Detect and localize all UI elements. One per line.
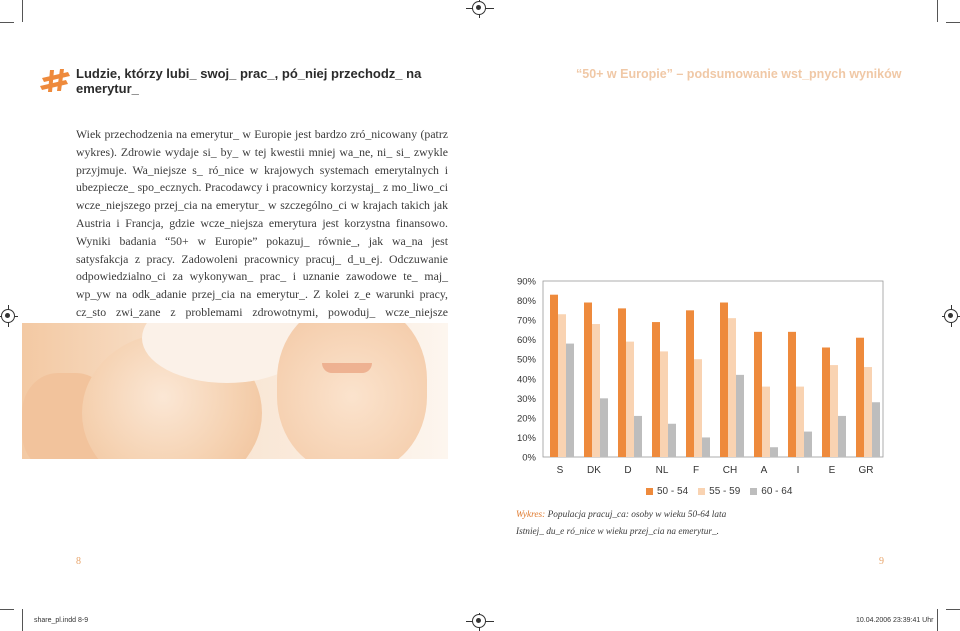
crop-mark	[0, 22, 14, 23]
y-tick-label: 60%	[516, 335, 536, 347]
bar-NL-1	[652, 322, 660, 457]
star-icon	[38, 68, 72, 94]
bar-CH-2	[728, 318, 736, 457]
y-tick-label: 70%	[516, 315, 536, 327]
crop-mark	[22, 0, 23, 22]
registration-mark-icon	[1, 309, 15, 323]
x-tick-label: CH	[722, 465, 738, 476]
y-tick-label: 0%	[522, 452, 536, 464]
photo-elderly-people	[22, 323, 448, 459]
bar-F-2	[694, 359, 702, 457]
legend-swatch	[698, 488, 705, 495]
caption-line-2: Istniej_ du_e ró_nice w wieku przej_cia na emerytur_.	[516, 527, 719, 537]
crop-mark	[946, 22, 960, 23]
legend-item	[698, 486, 740, 497]
bar-I-1	[788, 332, 796, 457]
x-tick-label: DK	[587, 465, 601, 476]
y-tick-label: 50%	[516, 354, 536, 366]
chart-legend	[646, 484, 792, 498]
bar-DK-1	[584, 303, 592, 457]
slug-filename: share_pl.indd 8-9	[34, 617, 89, 624]
bar-A-3	[770, 447, 778, 457]
bar-I-2	[796, 387, 804, 457]
bar-GR-2	[864, 367, 872, 457]
bar-NL-3	[668, 424, 676, 457]
y-tick-label: 40%	[516, 374, 536, 386]
x-tick-label: I	[796, 465, 800, 476]
bar-A-2	[762, 387, 770, 457]
retirement-bar-chart	[514, 270, 889, 480]
x-tick-label: S	[556, 465, 564, 476]
y-tick-label: 30%	[516, 393, 536, 405]
bar-CH-1	[720, 303, 728, 457]
registration-mark-icon	[944, 309, 958, 323]
y-tick-label: 10%	[516, 432, 536, 444]
x-tick-label: GR	[858, 465, 874, 476]
bar-S-3	[566, 344, 574, 457]
bar-E-3	[838, 416, 846, 457]
bar-GR-1	[856, 338, 864, 457]
body-paragraph: Wiek przechodzenia na emerytur_ w Europie jest bardzo zró_nicowany (patrz wykres). Zdrowie wydaje si_ by_ w tej kwestii mniej wa_ne, ni_ si_ zwykle przyjmuje. Wa_niejsze s_ ró_nice w krajowych systemach emerytalnych i ubezpiecze_ spo_ecznych. Pracodawcy i pracownicy korzystaj_ z mo_liwo_ci wcze_niejszego przej_cia na emerytur_ w szczególno_ci w krajach takich jak Austria i Francja, gdzie wcze_niejsza emerytura jest korzystna finansowo. Wyniki badania “50+ w Europie” pokazuj_ równie_, jak wa_na jest satysfakcja z pracy. Zadowoleni pracownicy pracuj_ d_u_ej. Odczuwanie odpowiedzialno_ci za wykonywan_ prac_ i uznanie zawodowe te_ maj_ wp_yw na odk_adanie przej_cia na emerytur_. Z kolei z_e warunki pracy, cz_sto zwi_zane z problemami zdrowotnymi, powoduj_ wcze_niejsze	[76, 127, 448, 319]
page-title: Ludzie, którzy lubi_ swoj_ prac_, pó_niej przechodz_ na emerytur_	[76, 66, 422, 96]
y-tick-label: 20%	[516, 413, 536, 425]
bar-GR-3	[872, 402, 880, 457]
crop-mark	[0, 609, 14, 610]
y-tick-label: 90%	[516, 276, 536, 288]
page-number-left: 8	[76, 556, 81, 567]
bar-D-2	[626, 342, 634, 457]
y-tick-label: 80%	[516, 296, 536, 308]
bar-I-3	[804, 432, 812, 457]
caption-label: Wykres:	[516, 510, 546, 520]
x-tick-label: E	[828, 465, 836, 476]
bar-DK-3	[600, 398, 608, 457]
chart-svg	[514, 270, 889, 480]
bar-F-3	[702, 437, 710, 457]
body-text	[76, 126, 448, 340]
bar-DK-2	[592, 324, 600, 457]
legend-label: 55 - 59	[709, 485, 741, 497]
bar-E-1	[822, 347, 830, 457]
registration-mark-icon	[472, 1, 486, 15]
x-tick-label: A	[760, 465, 768, 476]
bar-A-1	[754, 332, 762, 457]
legend-swatch	[750, 488, 757, 495]
legend-item	[750, 486, 792, 497]
crop-mark	[937, 0, 938, 22]
bar-NL-2	[660, 351, 668, 457]
chart-caption	[516, 510, 726, 520]
bar-F-1	[686, 310, 694, 457]
bar-E-2	[830, 365, 838, 457]
chart-caption-2	[516, 527, 719, 537]
bar-S-1	[550, 295, 558, 457]
slug-timestamp: 10.04.2006 23:39:41 Uhr	[856, 617, 934, 624]
crop-mark	[937, 609, 938, 631]
running-header: “50+ w Europie” – podsumowanie wst_pnych wyników	[576, 67, 902, 81]
x-tick-label: D	[624, 465, 632, 476]
legend-label: 50 - 54	[657, 485, 689, 497]
bar-D-1	[618, 308, 626, 457]
legend-swatch	[646, 488, 653, 495]
page-number-right: 9	[879, 556, 884, 567]
caption-line-1: Populacja pracuj_ca: osoby w wieku 50-64 lata	[547, 510, 727, 520]
bar-CH-3	[736, 375, 744, 457]
legend-label: 60 - 64	[761, 485, 793, 497]
crop-mark	[946, 609, 960, 610]
registration-mark-icon	[472, 614, 486, 628]
bar-D-3	[634, 416, 642, 457]
x-tick-label: F	[692, 465, 700, 476]
legend-item	[646, 486, 688, 497]
crop-mark	[22, 609, 23, 631]
x-tick-label: NL	[655, 465, 669, 476]
bar-S-2	[558, 314, 566, 457]
